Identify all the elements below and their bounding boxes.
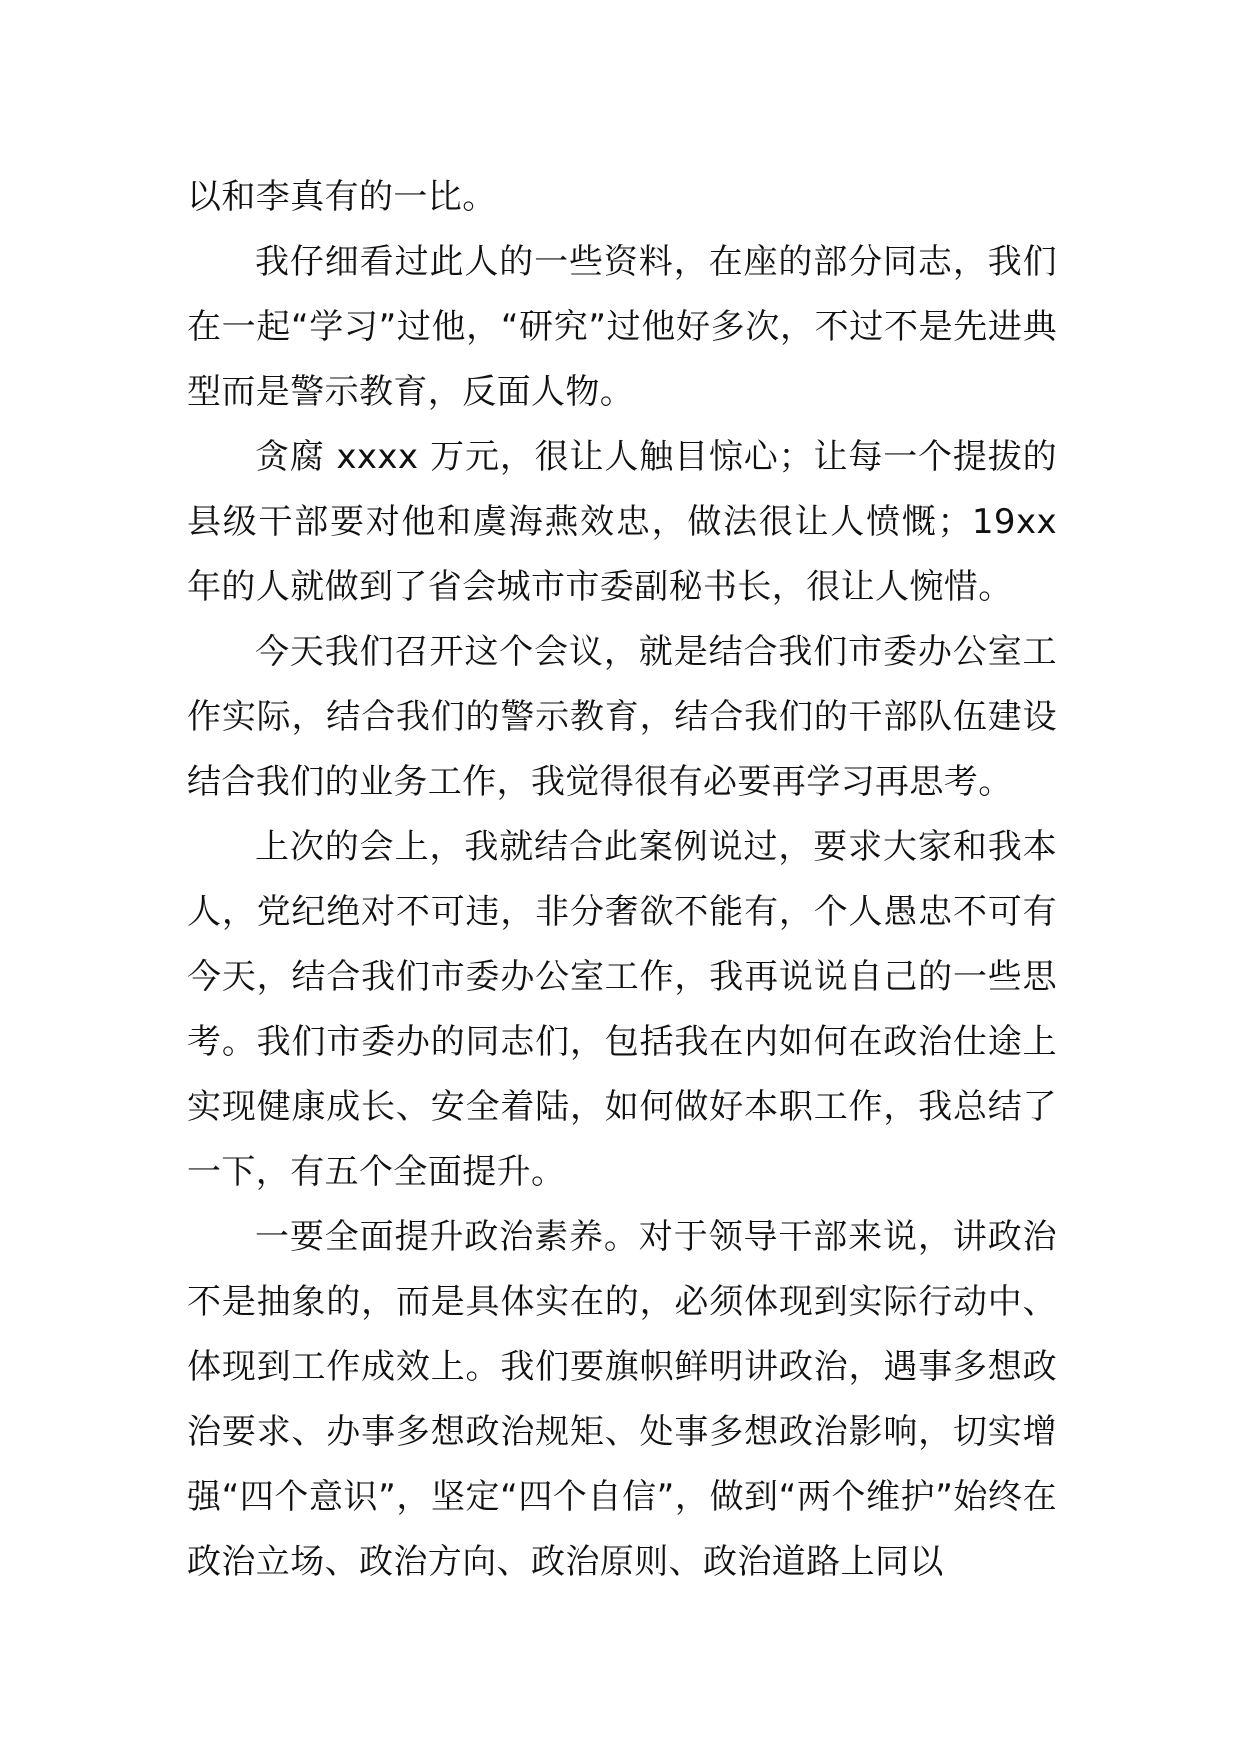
paragraph-5: 上次的会上，我就结合此案例说过，要求大家和我本人，党纪绝对不可违，非分奢欲不能有，个人愚忠不可有今天，结合我们市委办公室工作，我再说说自己的一些思考。我们市委办的同志们，包括我在内如何在政治仕途上实现健康成长、安全着陆，如何做好本职工作，我总结了一下，有五个全面提升。 [187,827,1057,1192]
paragraph-1: 以和李真有的一比。 [187,177,497,217]
paragraph-6: 一要全面提升政治素养。对于领导干部来说，讲政治不是抽象的，而是具体实在的，必须体现到实际行动中、体现到工作成效上。我们要旗帜鲜明讲政治，遇事多想政治要求、办事多想政治规矩、处事多想政治影响，切实增强“四个意识”，坚定“四个自信”，做到“两个维护”始终在政治立场、政治方向、政治原则、政治道路上同以 [187,1217,1057,1582]
body-text [187,165,1057,1595]
paragraph-3: 贪腐 xxxx 万元，很让人触目惊心；让每一个提拔的县级干部要对他和虞海燕效忠，做法很让人愤慨；19xx 年的人就做到了省会城市市委副秘书长，很让人惋惜。 [187,437,1057,607]
paragraph-4: 今天我们召开这个会议，就是结合我们市委办公室工作实际，结合我们的警示教育，结合我们的干部队伍建设结合我们的业务工作，我觉得很有必要再学习再思考。 [187,632,1057,802]
paragraph-2: 我仔细看过此人的一些资料，在座的部分同志，我们在一起“学习”过他，“研究”过他好多次，不过不是先进典型而是警示教育，反面人物。 [187,242,1057,412]
